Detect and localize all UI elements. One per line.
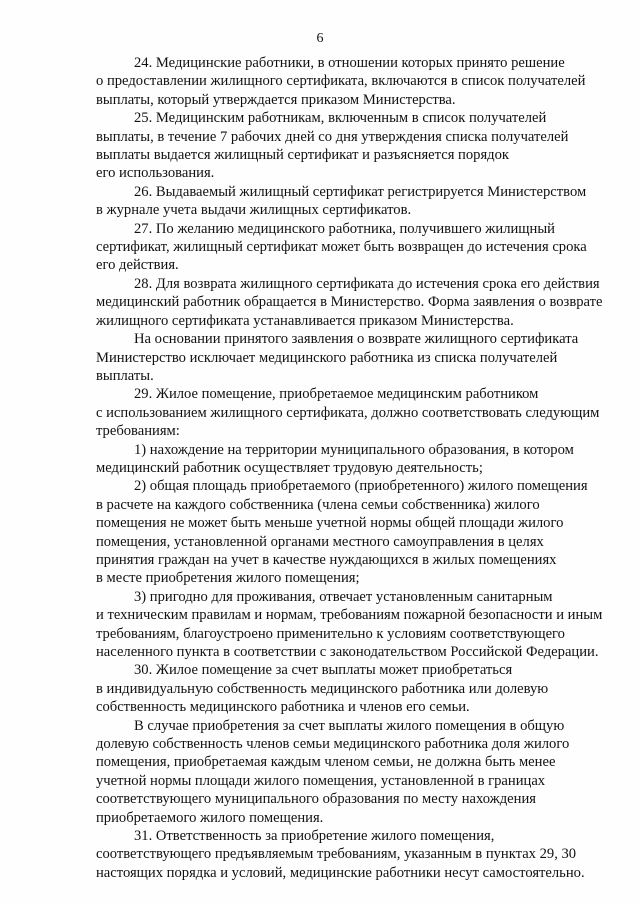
paragraph-line: 2) общая площадь приобретаемого (приобретенного) жилого помещения <box>134 478 588 495</box>
paragraph-line: выплаты. <box>96 367 154 384</box>
paragraph-line: выплаты выдается жилищный сертификат и разъясняется порядок <box>96 147 509 164</box>
paragraph-line: 3) пригодно для проживания, отвечает установленным санитарным <box>134 588 553 605</box>
paragraph-line: населенного пункта в соответствии с законодательством Российской Федерации. <box>96 644 599 660</box>
paragraph-line: 24. Медицинские работники, в отношении которых принято решение <box>134 55 565 71</box>
paragraph-line: помещения не может быть меньше учетной нормы общей площади жилого <box>96 515 564 532</box>
paragraph-30 <box>96 661 611 716</box>
paragraph-shared-ownership <box>96 717 611 827</box>
paragraph-29 <box>96 385 611 440</box>
paragraph-31 <box>96 827 611 882</box>
paragraph-line: требованиям, благоустроено применительно к условиям соответствующего <box>96 625 565 642</box>
paragraph-25 <box>96 109 611 183</box>
paragraph-line: медицинский работник обращается в Министерство. Форма заявления о возврате <box>96 294 603 311</box>
paragraph-line: в журнале учета выдачи жилищных сертификатов. <box>96 202 412 219</box>
paragraph-line: собственность медицинского работника и членов его семьи. <box>96 699 470 716</box>
paragraph-line: 27. По желанию медицинского работника, получившего жилищный <box>134 220 555 237</box>
page-number: 6 <box>316 31 324 46</box>
paragraph-26 <box>96 183 611 220</box>
paragraph-line: и техническим правилам и нормам, требованиям пожарной безопасности и иным <box>96 607 603 624</box>
paragraph-line: в месте приобретения жилого помещения; <box>96 570 360 587</box>
paragraph-line: 29. Жилое помещение, приобретаемое медицинским работником <box>134 386 539 403</box>
paragraph-line: соответствующего муниципального образования по месту нахождения <box>96 791 536 808</box>
paragraph-line: соответствующего предъявляемым требованиям, указанным в пунктах 29, 30 <box>96 846 577 863</box>
paragraph-line: Министерство исключает медицинского работника из списка получателей <box>96 349 558 366</box>
paragraph-line: помещения, установленной органами местного самоуправления в целях <box>96 533 544 550</box>
paragraph-line: учетной нормы площади жилого помещения, установленной в границах <box>96 772 546 789</box>
paragraph-line: в расчете на каждого собственника (члена семьи собственника) жилого <box>96 496 540 513</box>
paragraph-24 <box>96 54 611 109</box>
paragraph-line: 1) нахождение на территории муниципального образования, в котором <box>134 441 574 458</box>
paragraph-line: его использования. <box>96 165 215 182</box>
paragraph-return-basis <box>96 330 611 385</box>
paragraph-line: требованиям: <box>96 423 180 440</box>
paragraph-line: 28. Для возврата жилищного сертификата до истечения срока его действия <box>134 275 600 292</box>
requirement-1 <box>96 441 611 478</box>
paragraph-line: медицинский работник осуществляет трудовую деятельность; <box>96 459 483 476</box>
paragraph-27 <box>96 220 611 275</box>
paragraph-line: в индивидуальную собственность медицинского работника или долевую <box>96 680 549 697</box>
paragraph-line: долевую собственность членов семьи медицинского работника доля жилого <box>96 736 570 753</box>
requirement-2 <box>96 477 611 587</box>
paragraph-line: выплаты, в течение 7 рабочих дней со дня утверждения списка получателей <box>96 128 569 145</box>
paragraph-line: с использованием жилищного сертификата, должно соответствовать следующим <box>96 404 600 421</box>
paragraph-line: 26. Выдаваемый жилищный сертификат регистрируется Министерством <box>134 183 587 200</box>
paragraph-line: приобретаемого жилого помещения. <box>96 809 324 826</box>
paragraph-line: выплаты, который утверждается приказом Министерства. <box>96 91 456 108</box>
paragraph-line: сертификат, жилищный сертификат может быть возвращен до истечения срока <box>96 239 587 256</box>
paragraph-line: принятия граждан на учет в качестве нуждающихся в жилых помещениях <box>96 551 557 568</box>
requirement-3 <box>96 588 611 662</box>
paragraph-line: На основании принятого заявления о возврате жилищного сертификата <box>134 331 579 348</box>
paragraph-line: его действия. <box>96 257 179 274</box>
document-body <box>96 54 611 882</box>
paragraph-line: жилищного сертификата устанавливается приказом Министерства. <box>96 312 514 329</box>
paragraph-line: настоящих порядка и условий, медицинские работники несут самостоятельно. <box>96 864 585 881</box>
paragraph-line: 25. Медицинским работникам, включенным в список получателей <box>134 110 547 127</box>
paragraph-line: 30. Жилое помещение за счет выплаты может приобретаться <box>134 662 513 679</box>
paragraph-line: 31. Ответственность за приобретение жилого помещения, <box>134 828 495 845</box>
paragraph-28 <box>96 275 611 330</box>
paragraph-line: о предоставлении жилищного сертификата, включаются в список получателей <box>96 73 586 90</box>
paragraph-line: В случае приобретения за счет выплаты жилого помещения в общую <box>134 717 565 734</box>
paragraph-line: помещения, приобретаемая каждым членом семьи, не должна быть менее <box>96 754 556 771</box>
